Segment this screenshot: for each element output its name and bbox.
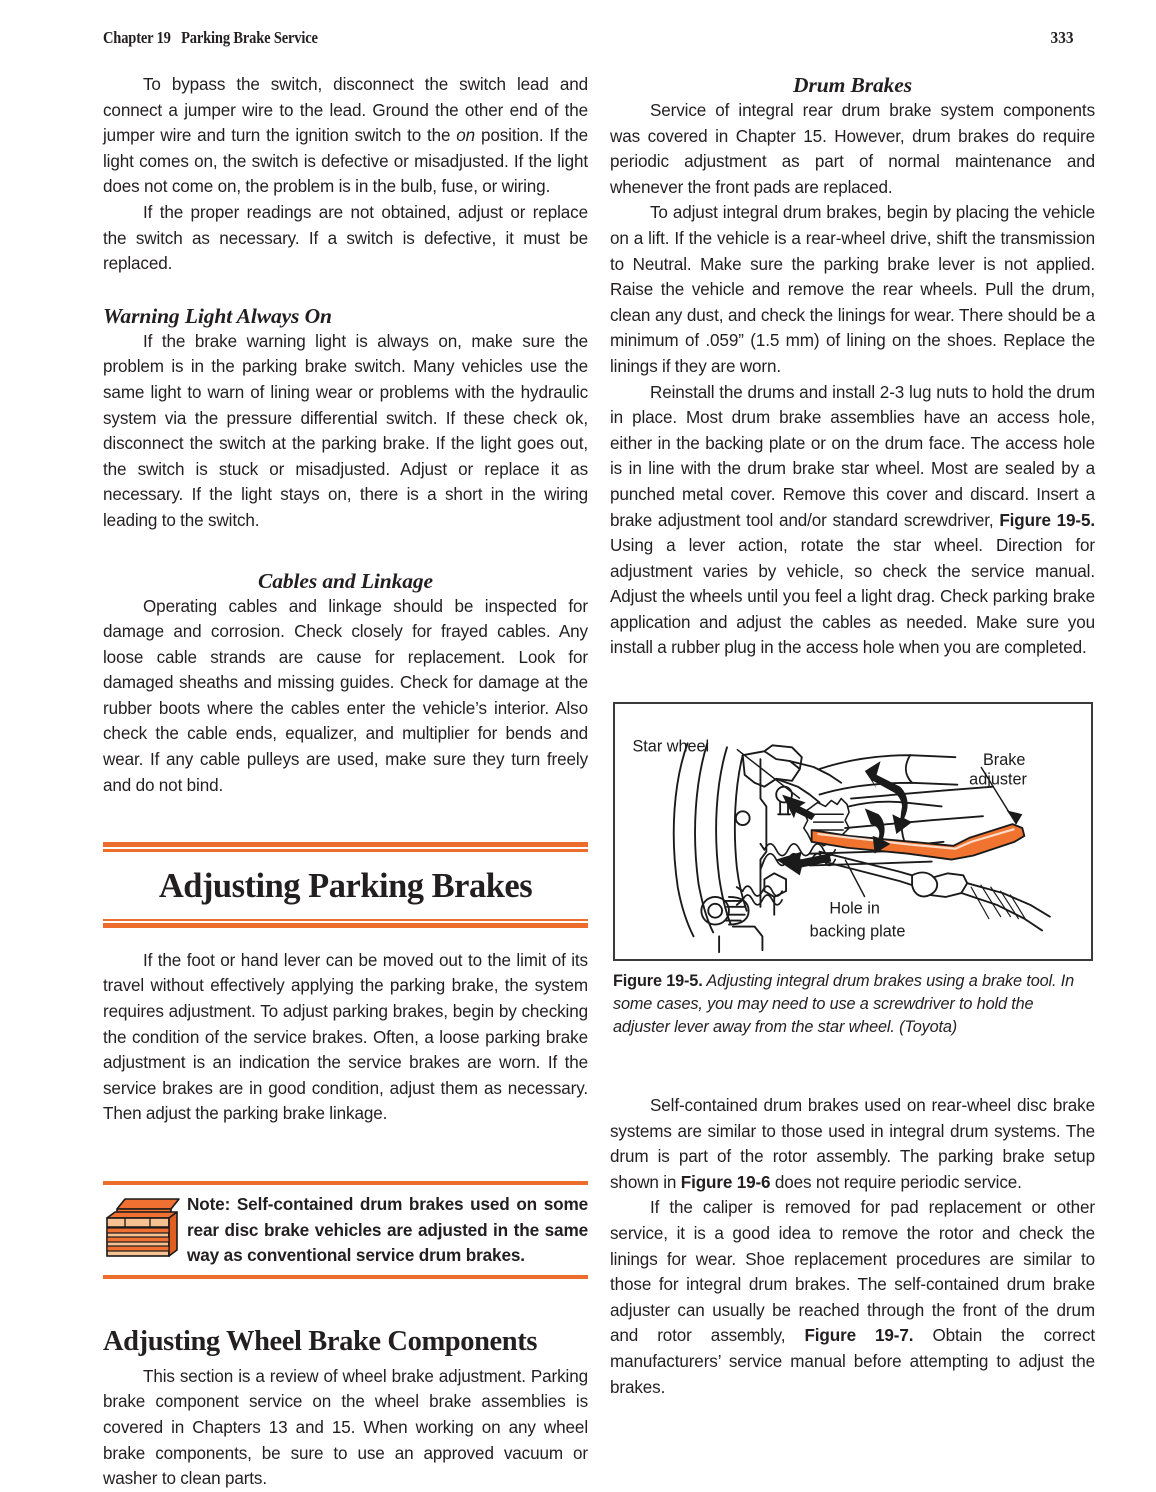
running-head-page-number: 333 xyxy=(1050,28,1073,47)
running-head-chapter: Chapter 19 Parking Brake Service xyxy=(103,28,318,47)
text-run: does not require periodic service. xyxy=(770,1172,1022,1192)
heading-cables-and-linkage: Cables and Linkage xyxy=(258,568,433,593)
text-run: Obtain the correct manufacturers’ service manual before attempting to adjust the brakes. xyxy=(610,1326,1096,1397)
text-run: Self-contained drum brakes used on rear-wheel disc brake systems are similar to those used in integral drum systems. The drum is part of the rotor assembly. The parking brake setup shown in xyxy=(610,1096,1095,1192)
figure-number: Figure 19-5. xyxy=(613,972,703,990)
paragraph-adjust-integral: To adjust integral drum brakes, begin by placing the vehicle on a lift. If the vehicle is a rear-wheel drive, shift the transmission to Neutral. Make sure the parking brake lever is not applied. Raise the vehicle and remove the rear wheels. Pull the drum, clean any dust, and check the linings for wear. There should be a minimum of .059” (1.5 mm) of lining on the shoes. Replace the linings if they are worn. xyxy=(610,203,1095,376)
paragraph-self-contained xyxy=(610,1093,1095,1195)
figure-reference-19-7: Figure 19-7. xyxy=(804,1326,914,1346)
label-hole-line2: backing plate xyxy=(809,922,906,941)
figure-box xyxy=(613,702,1093,961)
heading-adjusting-wheel-brake-components: Adjusting Wheel Brake Components xyxy=(103,1325,538,1357)
paragraph-reinstall-drums xyxy=(610,380,1095,662)
paragraph-proper-readings: If the proper readings are not obtained, adjust or replace the switch as necessary. If a switch is defective, it must be replaced. xyxy=(103,202,588,274)
running-head xyxy=(103,28,1073,48)
spacer xyxy=(103,852,588,865)
major-heading-block xyxy=(103,842,588,928)
paragraph-bypass-switch xyxy=(103,72,588,200)
paragraph-warning-light: If the brake warning light is always on, make sure the problem is in the parking brake switch. Many vehicles use the same light to warn of lining wear or problems with the hydraulic system via the pressure differential switch. If these check ok, disconnect the switch at the parking brake. If the light goes out, the switch is stuck or misadjusted. Adjust or replace it as necessary. If the light stays on, there is a short in the wiring leading to the switch. xyxy=(103,331,588,530)
text-run: Reinstall the drums and install 2-3 lug nuts to hold the drum in place. Most drum brake assemblies have an access hole, either in the backing plate or on the drum face. The access hole is in line with the drum brake star wheel. Most are sealed by a punched metal cover. Remove this cover and discard. Insert a brake adjustment tool and/or standard screwdriver, xyxy=(610,382,1095,530)
toolbox-icon xyxy=(103,1194,181,1260)
figure-caption xyxy=(613,970,1093,1039)
left-column xyxy=(103,72,588,1492)
paragraph-wheel-brake-components: This section is a review of wheel brake adjustment. Parking brake component service on the wheel brake assemblies is covered in Chapters 13 and 15. When working on any wheel brake components, be sure to use an approved vacuum or washer to clean parts. xyxy=(103,1366,588,1489)
figure-reference-19-5: Figure 19-5. xyxy=(999,510,1095,530)
emphasis-on: on xyxy=(456,126,476,146)
spacer xyxy=(103,907,588,919)
spacer xyxy=(103,277,588,303)
heading-adjusting-parking-brakes: Adjusting Parking Brakes xyxy=(158,866,533,905)
spacer xyxy=(103,534,588,568)
heading-drum-brakes: Drum Brakes xyxy=(793,73,912,97)
figure-illustration xyxy=(615,704,1091,959)
label-brake-adjuster-line1: Brake xyxy=(982,751,1026,770)
label-hole-line1: Hole in xyxy=(829,899,880,918)
figure-19-5 xyxy=(613,702,1093,1039)
spacer xyxy=(103,1279,588,1325)
figure-caption-text: Adjusting integral drum brakes using a brake tool. In some cases, you may need to use a screwdriver to hold the adjuster lever away from the star wheel. (Toyota) xyxy=(613,972,1074,1036)
paragraph-adjusting-parking-brakes: If the foot or hand lever can be moved out to the limit of its travel without effectively applying the parking brake, the system requires adjustment. To adjust parking brakes, begin by checking the condition of the service brakes. Often, a loose parking brake adjustment is an indication the service brakes are worn. If the service brakes are in good condition, adjust them as necessary. Then adjust the parking brake linkage. xyxy=(103,950,588,1124)
text-run: Using a lever action, rotate the star wheel. Direction for adjustment varies by vehicle, so check the service manual. Adjust the wheels until you feel a light drag. Check parking brake application and adjust the cables as needed. Make sure you install a rubber plug in the access hole when you are completed. xyxy=(610,536,1095,658)
text-run: To bypass the switch, disconnect the switch lead and connect a jumper wire to the lead. Ground the other end of the jumper wire and turn the ignition switch to the xyxy=(103,75,588,146)
paragraph-drum-intro: Service of integral rear drum brake system components was covered in Chapter 15. However, drum brakes do require periodic adjustment as part of normal maintenance and whenever the front pads are replaced. xyxy=(610,101,1095,197)
text-run: If the caliper is removed for pad replacement or other service, it is a good idea to remove the rotor and check the linings for wear. Shoe replacement procedures are similar to those for integral drum brakes. The self-contained drum brake adjuster can usually be reached through the front of the drum and rotor assembly, xyxy=(610,1198,1095,1346)
paragraph-cables-and-linkage: Operating cables and linkage should be inspected for damage and corrosion. Check closely for frayed cables. Any loose cable strands are cause for replacement. Look for damaged sheaths and missing guides. Check for damage at the rubber boots where the cables enter the vehicle’s interior. Also check the cable ends, equalizer, and multiplier for bends and wear. If any cable pulleys are used, make sure they turn freely and do not bind. xyxy=(103,596,588,795)
right-column-top xyxy=(610,72,1095,661)
note-box xyxy=(103,1181,588,1279)
spacer xyxy=(103,798,588,842)
paragraph-caliper xyxy=(610,1195,1095,1400)
spacer xyxy=(103,1127,588,1181)
heading-warning-light-always-on: Warning Light Always On xyxy=(103,303,332,328)
note-text: Note: Self-contained drum brakes used on some rear disc brake vehicles are adjusted in the same way as conventional service drum brakes. xyxy=(187,1194,588,1266)
label-star-wheel: Star wheel xyxy=(632,737,710,756)
right-column-bottom xyxy=(610,1093,1095,1400)
label-brake-adjuster-line2: adjuster xyxy=(969,770,1027,789)
spacer xyxy=(103,928,588,948)
text-run: position. If the light comes on, the switch is defective or misadjusted. If the light does not come on, the problem is in the bulb, fuse, or wiring. xyxy=(103,126,588,197)
note-inner xyxy=(103,1185,588,1275)
figure-reference-19-6: Figure 19-6 xyxy=(680,1172,771,1192)
